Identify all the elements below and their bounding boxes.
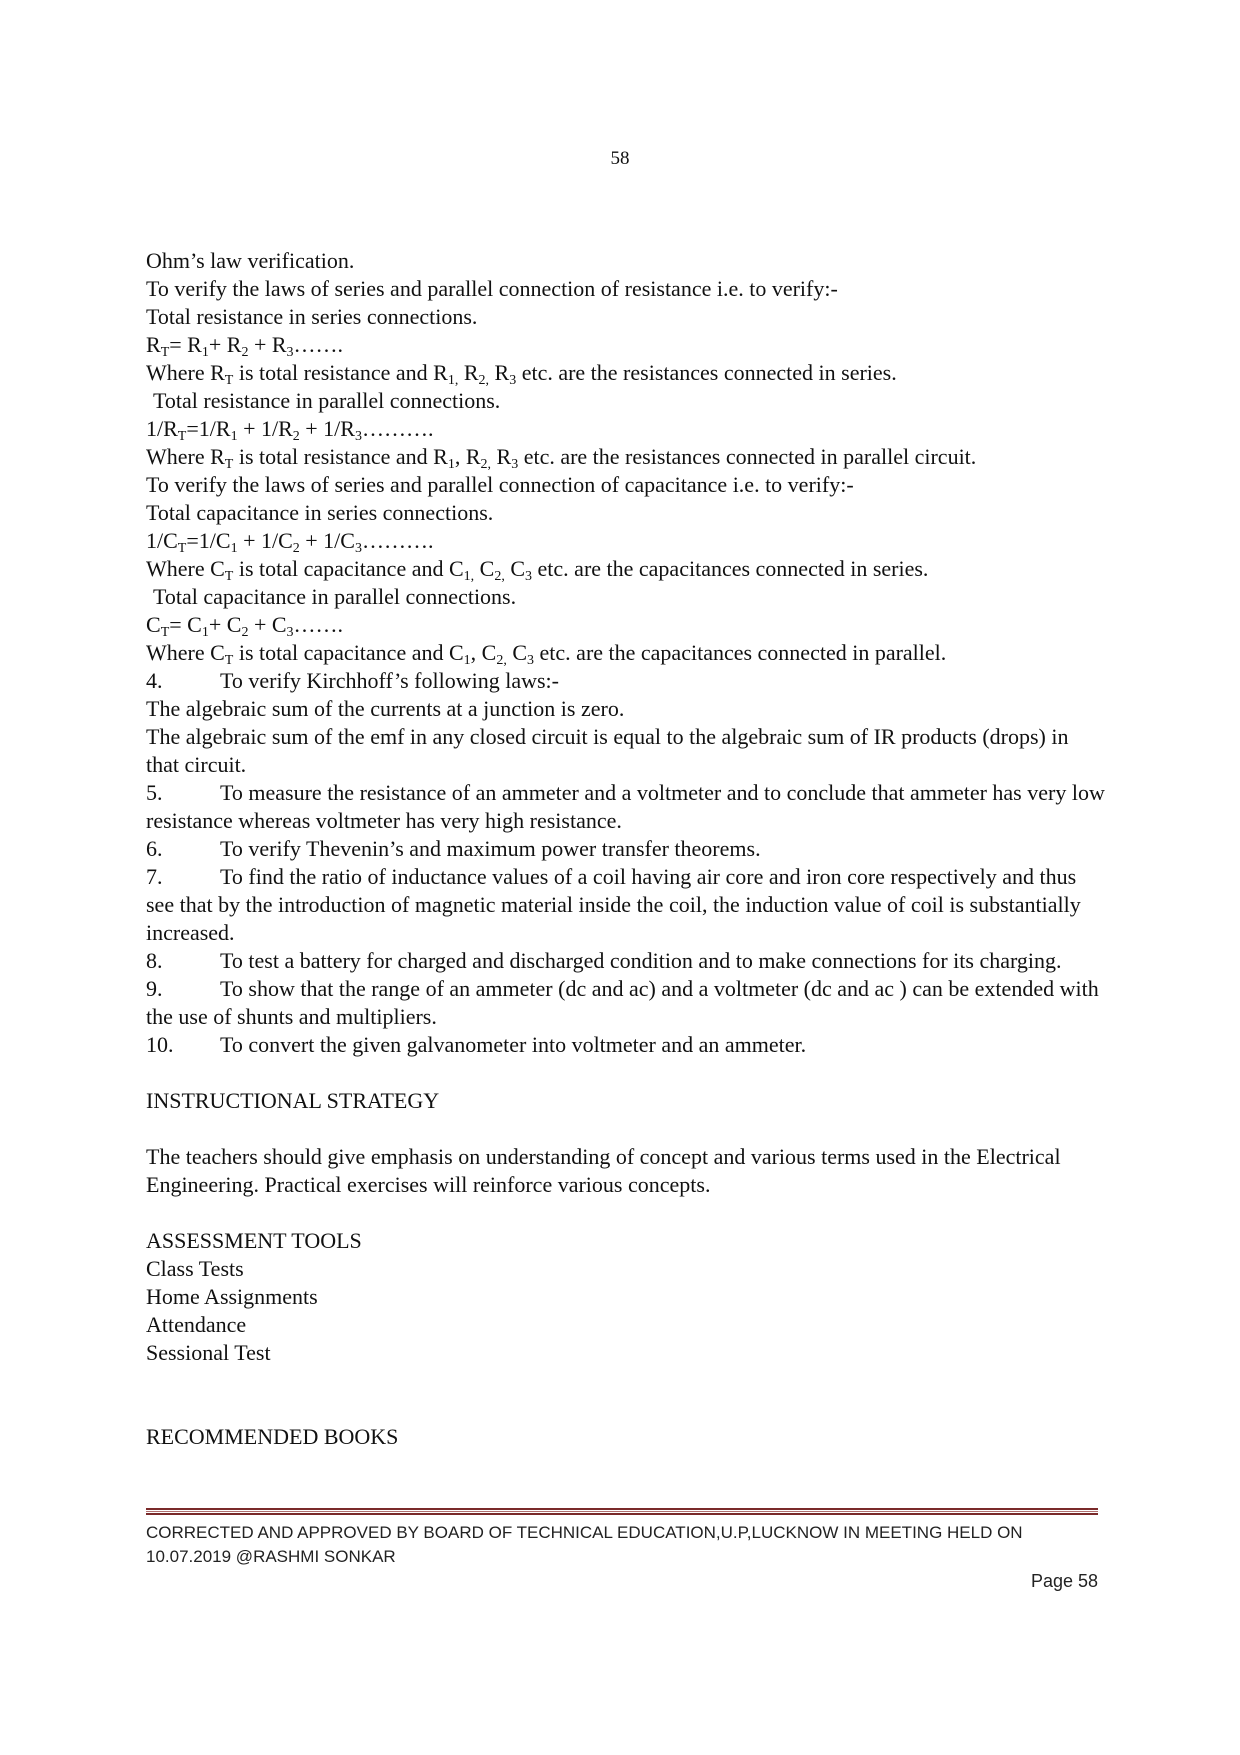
heading-instructional-strategy: INSTRUCTIONAL STRATEGY [146, 1088, 440, 1113]
footer-divider [146, 1508, 1098, 1515]
text-line: The algebraic sum of the currents at a junction is zero. [146, 696, 625, 721]
list-item-4: 4. To verify Kirchhoff’s following laws:- [146, 668, 559, 693]
heading-assessment-tools: ASSESSMENT TOOLS [146, 1228, 362, 1253]
footer-line-1: CORRECTED AND APPROVED BY BOARD OF TECHNICAL EDUCATION,U.P,LUCKNOW IN MEETING HELD ON [146, 1523, 1023, 1542]
list-item-8: 8. To test a battery for charged and discharged condition and to make connections for its charging. [146, 948, 1062, 973]
list-item-7: 7. To find the ratio of inductance values of a coil having air core and iron core respectively and thus see that by the introduction of magnetic material inside the coil, the induction value of coil is substantially increased. [146, 864, 1081, 945]
assessment-item: Attendance [146, 1312, 247, 1337]
text-line: Where $R_T$ is total resistance and $R_{1,}$ $R_{2,}$ $R_3$ etc. are the resistances connected in series. [146, 360, 897, 388]
text-paragraph: The algebraic sum of the emf in any closed circuit is equal to the algebraic sum of IR products (drops) in that circuit. [146, 724, 1069, 777]
text-line: To verify the laws of series and parallel connection of capacitance i.e. to verify:- [146, 472, 854, 497]
strategy-paragraph: The teachers should give emphasis on understanding of concept and various terms used in the Electrical Engineering. Practical exercises will reinforce various concepts. [146, 1144, 1061, 1197]
text-line: To verify the laws of series and parallel connection of resistance i.e. to verify:- [146, 276, 838, 301]
text-line: Total capacitance in series connections. [146, 500, 494, 525]
list-item-6: 6. To verify Thevenin’s and maximum power transfer theorems. [146, 836, 761, 861]
footer-line-2: 10.07.2019 @RASHMI SONKAR [146, 1547, 396, 1566]
assessment-item: Class Tests [146, 1256, 244, 1281]
text-line: Ohm’s law verification. [146, 248, 355, 273]
text-line: Where $R_T$ is total resistance and $R_1$, $R_{2,}$ $R_3$ etc. are the resistances connected in parallel circuit. [146, 444, 977, 472]
list-item-10: 10. To convert the given galvanometer into voltmeter and an ammeter. [146, 1032, 807, 1057]
document-body [146, 247, 1106, 1451]
formula-parallel-resistance: $1/R_T=1/R_1 + 1/R_2$ + $1/R_3\dots\dots\dots$. [146, 416, 434, 444]
text-line: Where $C_T$ is total capacitance and $C_1$, $C_{2,}$ $C_3$ etc. are the capacitances connected in parallel. [146, 640, 947, 668]
page-number-top: 58 [610, 148, 630, 169]
assessment-item: Home Assignments [146, 1284, 318, 1309]
text-line: Total resistance in series connections. [146, 304, 478, 329]
text-line: Total capacitance in parallel connections. [153, 584, 517, 609]
list-item-9: 9. To show that the range of an ammeter (dc and ac) and a voltmeter (dc and ac ) can be extended with the use of shunts and multipliers. [146, 976, 1099, 1029]
text-line: Total resistance in parallel connections. [153, 388, 501, 413]
text-line: Where $C_T$ is total capacitance and $C_{1,}$ $C_{2,}$ $C_3$ etc. are the capacitances connected in series. [146, 556, 929, 584]
list-item-5: 5. To measure the resistance of an ammeter and a voltmeter and to conclude that ammeter has very low resistance whereas voltmeter has very high resistance. [146, 780, 1105, 833]
formula-series-capacitance: $1/C_T=1/C_1 + 1/C_2$ + $1/C_3\dots\dots\dots$. [146, 528, 434, 556]
footer-page-number: Page 58 [1030, 1571, 1098, 1591]
formula-series-resistance: $R_T= R_1+ R_2$ + $R_3\dots\dots$. [146, 332, 344, 360]
formula-parallel-capacitance: $C_T= C_1+ C_2$ + $C_3\dots\dots$. [146, 612, 344, 640]
footer-note [146, 1521, 1106, 1569]
assessment-item: Sessional Test [146, 1340, 271, 1365]
heading-recommended-books: RECOMMENDED BOOKS [146, 1424, 399, 1449]
